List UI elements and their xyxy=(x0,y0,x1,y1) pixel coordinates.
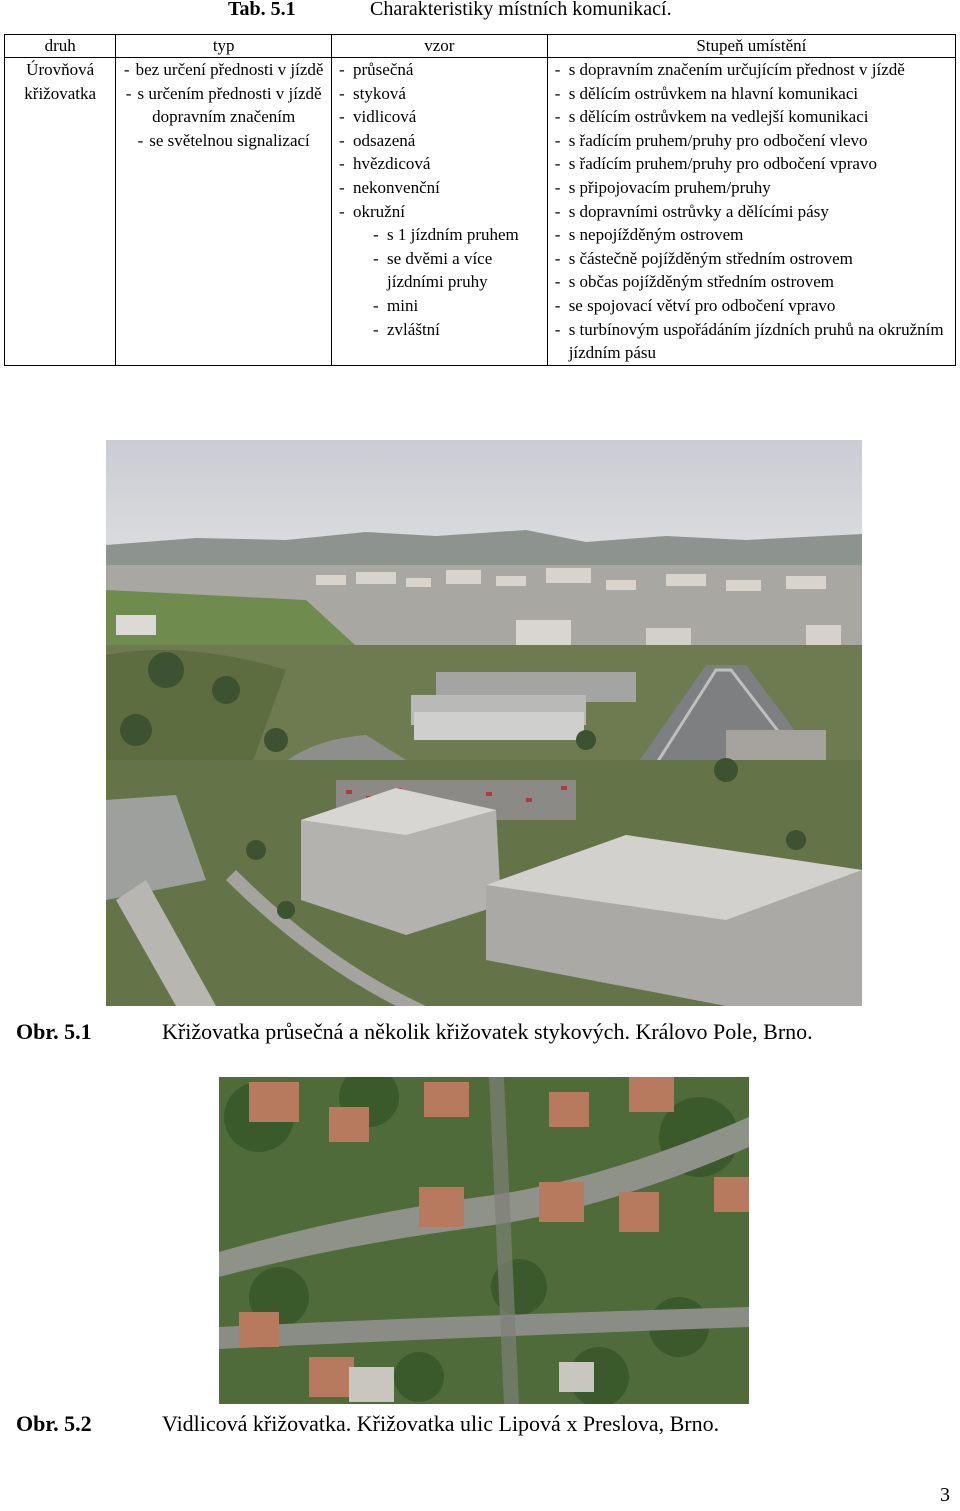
figure-label-2: Obr. 5.2 xyxy=(16,1411,92,1436)
stupen-item: - s občas pojížděným středním ostrovem xyxy=(551,270,952,294)
figure-label-1: Obr. 5.1 xyxy=(16,1019,92,1044)
stupen-item: - s připojovacím pruhem/pruhy xyxy=(551,176,952,200)
table-header-row xyxy=(5,35,956,58)
stupen-item: - se spojovací větví pro odbočení vpravo xyxy=(551,294,952,318)
stupen-item: - s turbínovým uspořádáním jízdních pruhů na okružním jízdním pásu xyxy=(551,318,952,365)
vzor-list xyxy=(335,58,544,223)
header-typ: typ xyxy=(116,35,332,58)
stupen-item: - s řadícím pruhem/pruhy pro odbočení vpravo xyxy=(551,152,952,176)
vzor-okruzni-item: - se dvěmi a více jízdními pruhy xyxy=(369,247,544,294)
vzor-item: - nekonvenční xyxy=(335,176,544,200)
figure-text-1: Křižovatka průsečná a několik křižovatek stykových. Královo Pole, Brno. xyxy=(162,1019,813,1044)
stupen-item: - s nepojížděným ostrovem xyxy=(551,223,952,247)
cell-typ xyxy=(116,58,332,366)
vzor-item: - okružní xyxy=(335,200,544,224)
vzor-okruzni-sublist xyxy=(369,223,544,341)
vzor-item: - vidlicová xyxy=(335,105,544,129)
page-number: 3 xyxy=(940,1484,950,1506)
typ-item: - s určením přednosti v jízdě dopravním značením xyxy=(119,82,328,129)
vzor-okruzni-item: - s 1 jízdním pruhem xyxy=(369,223,544,247)
table-caption xyxy=(0,0,960,32)
aerial-photo-lipova-preslova xyxy=(219,1077,749,1404)
typ-item: - bez určení přednosti v jízdě xyxy=(119,58,328,82)
cell-stupen xyxy=(547,58,955,366)
vzor-okruzni-item: - zvláštní xyxy=(369,318,544,342)
vzor-item: - hvězdicová xyxy=(335,152,544,176)
header-vzor: vzor xyxy=(332,35,548,58)
stupen-list xyxy=(551,58,952,365)
vzor-item: - odsazená xyxy=(335,129,544,153)
figure-caption-2 xyxy=(0,1411,960,1441)
figure-text-2: Vidlicová křižovatka. Křižovatka ulic Lipová x Preslova, Brno. xyxy=(162,1411,720,1436)
stupen-item: - s dopravními ostrůvky a dělícími pásy xyxy=(551,200,952,224)
stupen-item: - s řadícím pruhem/pruhy pro odbočení vlevo xyxy=(551,129,952,153)
typ-item: - se světelnou signalizací xyxy=(119,129,328,153)
header-stupen: Stupeň umístění xyxy=(547,35,955,58)
aerial-photo-kralovo-pole xyxy=(106,440,862,1006)
table-label: Tab. 5.1 xyxy=(228,0,296,20)
vzor-item: - styková xyxy=(335,82,544,106)
table-title: Charakteristiky místních komunikací. xyxy=(370,0,672,20)
vzor-okruzni-item: - mini xyxy=(369,294,544,318)
characteristics-table xyxy=(4,34,956,366)
cell-druh: Úrovňová křižovatka xyxy=(5,58,116,366)
table-row xyxy=(5,58,956,366)
stupen-item: - s dělícím ostrůvkem na hlavní komunikaci xyxy=(551,82,952,106)
stupen-item: - s částečně pojížděným středním ostrovem xyxy=(551,247,952,271)
cell-vzor xyxy=(332,58,548,366)
vzor-item: - průsečná xyxy=(335,58,544,82)
stupen-item: - s dělícím ostrůvkem na vedlejší komunikaci xyxy=(551,105,952,129)
figure-caption-1 xyxy=(0,1019,960,1049)
typ-list xyxy=(119,58,328,152)
stupen-item: - s dopravním značením určujícím přednost v jízdě xyxy=(551,58,952,82)
header-druh: druh xyxy=(5,35,116,58)
